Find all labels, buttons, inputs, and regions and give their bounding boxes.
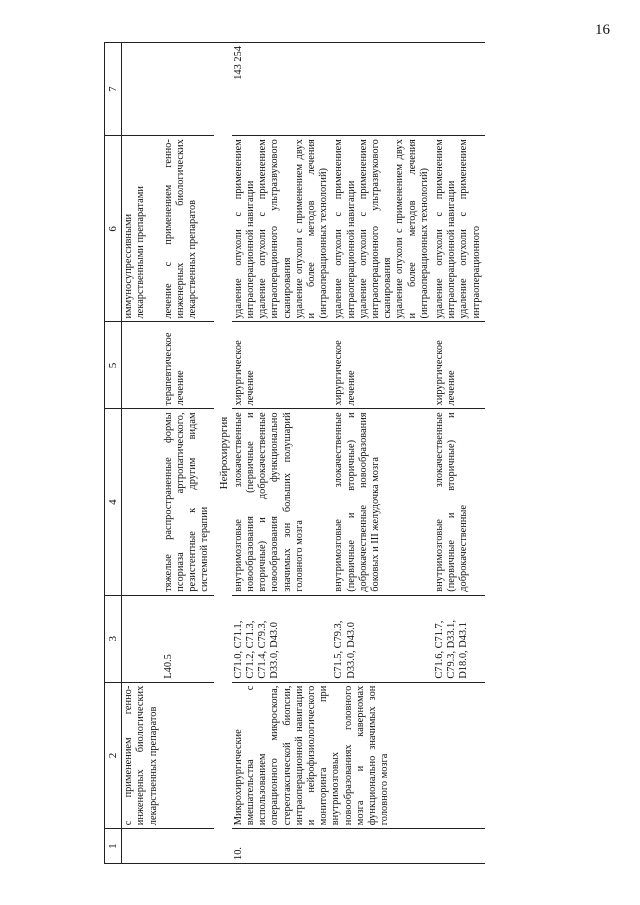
table-row-continuation-2 xyxy=(162,43,214,864)
continuation-method-b: лечение с применением генно-инженерных биологических лекарственных препаратов xyxy=(162,136,214,322)
model-2-method-2: удаление опухоли с применением интраоперационного ультразвукового сканирования xyxy=(357,139,394,319)
model-2-codes: C71.5, C79.3, D33.0, D43.0 xyxy=(332,595,433,682)
model-1-method-3: удаление опухоли с применением двух и более методов лечения (интраоперационных технологий) xyxy=(293,139,330,319)
section-title: Нейрохирургия xyxy=(214,43,232,864)
model-3-method-1: удаление опухоли с применением интраоперационной навигации xyxy=(434,139,458,319)
rotated-sheet xyxy=(104,42,570,864)
model-1-method-2: удаление опухоли с применением интраоперационного ультразвукового сканирования xyxy=(257,139,293,319)
model-1-codes: C71.0, C71.1, C71.2, C71.3, C71.4, C79.3, D33.0, D43.0 xyxy=(232,595,333,682)
services-table xyxy=(104,42,485,864)
table-row-10-a xyxy=(232,43,333,864)
row-number: 10. xyxy=(232,829,333,864)
model-3-codes: C71.6, C71.7, C79.3, D33.1, D18.0, D43.1 xyxy=(433,595,485,682)
header-col-2: 2 xyxy=(105,682,122,829)
model-3-patient: внутримозговые злокачественные (первичные и вторичные) и доброкачественные xyxy=(433,409,485,595)
continuation-patient: тяжелые распространенные формы псориаза артропатического, резистентные к другим видам системной терапии xyxy=(162,409,214,595)
model-1-patient: внутримозговые злокачественные новообразования (первичные и вторичные) и доброкачественные новообразования функционально значимых зон больших полушарий головного мозга xyxy=(232,409,333,595)
model-1-methods xyxy=(232,136,333,322)
model-1-method-1: удаление опухоли с применением интраоперационной навигации xyxy=(232,139,257,319)
continuation-name: с применением генно-инженерных биологических лекарственных препаратов xyxy=(122,682,162,829)
page-number: 16 xyxy=(595,22,610,38)
model-2-method-3: удаление опухоли с применением двух и более методов лечения (интраоперационных технологий) xyxy=(394,139,430,319)
model-3-method-2: удаление опухоли с применением интраоперационного xyxy=(458,139,482,319)
table-header-row xyxy=(105,43,122,864)
continuation-method-a: иммуносупрессивными лекарственными препаратами xyxy=(122,136,162,322)
header-col-7: 7 xyxy=(105,43,122,136)
header-col-6: 6 xyxy=(105,136,122,322)
continuation-code: L40.5 xyxy=(162,595,214,682)
header-col-3: 3 xyxy=(105,595,122,682)
table-row-continuation xyxy=(122,43,162,864)
header-col-4: 4 xyxy=(105,409,122,595)
header-col-1: 1 xyxy=(105,829,122,864)
model-3-methods xyxy=(433,136,485,322)
model-3-treatment: хирургическое лечение xyxy=(433,322,485,409)
row-name: Микрохирургические вмешательства с использованием операционного микроскопа, стереотаксической биопсии, интраоперационной навигации и нейрофизиологического мониторинга при внутримозговых новообразованиях головного мозга и каверномах функционально значимых зон головного мозга xyxy=(232,682,485,829)
section-row xyxy=(214,43,232,864)
row-price: 143 254 xyxy=(232,43,333,136)
model-1-treatment: хирургическое лечение xyxy=(232,322,333,409)
continuation-treatment: терапевтическое лечение xyxy=(162,322,214,409)
header-col-5: 5 xyxy=(105,322,122,409)
model-2-method-1: удаление опухоли с применением интраоперационной навигации xyxy=(333,139,357,319)
model-2-methods xyxy=(332,136,433,322)
model-2-treatment: хирургическое лечение xyxy=(332,322,433,409)
model-2-patient: внутримозговые злокачественные (первичные и вторичные) и доброкачественные новообразования боковых и III желудочка мозга xyxy=(332,409,433,595)
